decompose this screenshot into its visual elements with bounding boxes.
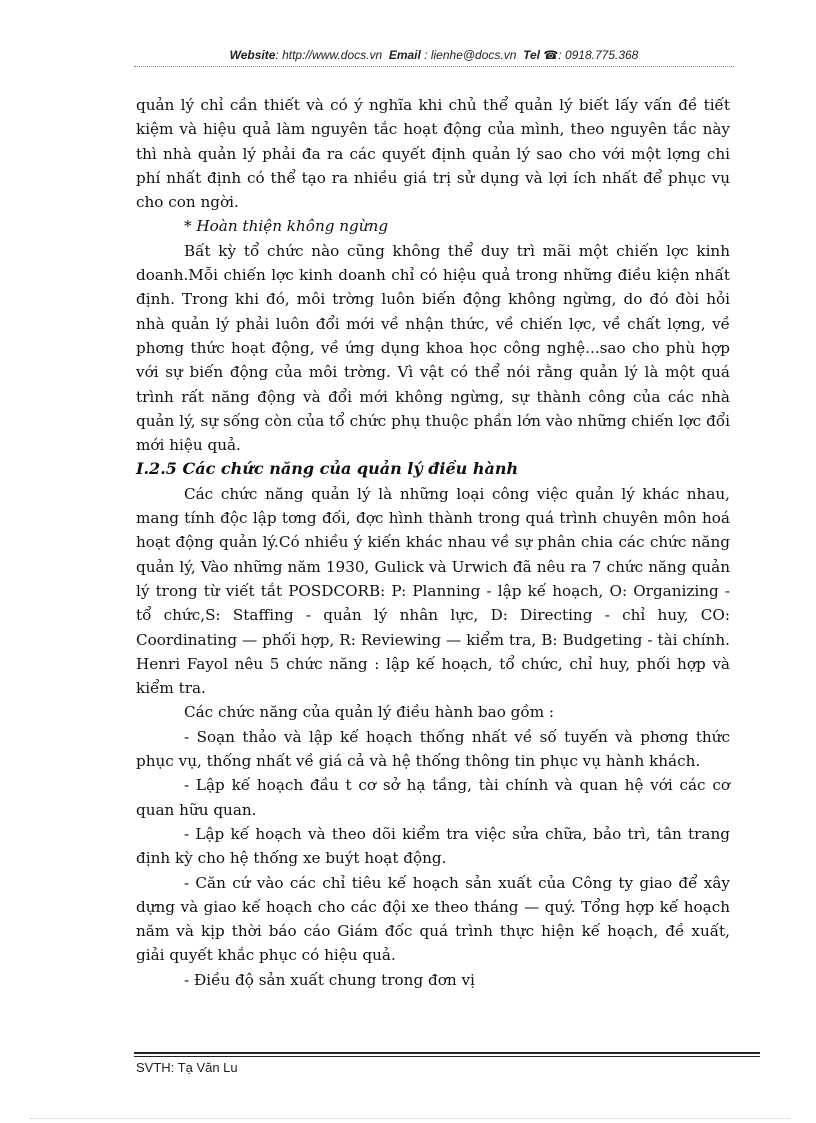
footer-divider-thick xyxy=(134,1052,760,1054)
list-item: - Căn cứ vào các chỉ tiêu kế hoạch sản xuất của Công ty giao để xây dựng và giao kế hoạch cho các đội xe theo tháng — quý. Tổng hợp kế hoạch năm và kịp thời báo cáo Giám đốc quá trình thực hiện kế hoạch, đề xuất, giải quyết khắc phục có hiệu quả. xyxy=(136,873,730,965)
list-item: - Lập kế hoạch và theo dõi kiểm tra việc sửa chữa, bảo trì, tân trang định kỳ cho hệ thống xe buýt hoạt động. xyxy=(136,824,730,868)
tel-value: ☎: 0918.775.368 xyxy=(543,48,639,62)
paragraph-functions: Các chức năng quản lý là những loại công việc quản lý khác nhau, mang tính độc lập tơng đối, đợc hình thành trong quá trình chuyên môn hoá hoạt động quản lý.Có nhiều ý kiến khác nhau về sự phân chia các chức năng quản lý, Vào những năm 1930, Gulick và Urwich đã nêu ra 7 chức năng quản lý trong từ viết tắt POSDCORB: P: Planning - lập kế hoạch, O: Organizing - tổ chức,S: Staffing - quản lý nhân lực, D: Directing - chỉ huy, CO: Coordinating — phối hợp, R: Reviewing — kiểm tra, B: Budgeting - tài chính. Henri Fayol nêu 5 chức năng : lập kế hoạch, tổ chức, chỉ huy, phối hợp và kiểm tra. xyxy=(136,484,730,698)
tel-label: Tel xyxy=(523,48,540,62)
page-bottom-border xyxy=(30,1118,790,1119)
website-value: : http://www.docs.vn xyxy=(275,48,383,62)
page-content xyxy=(136,93,730,992)
website-label: Website xyxy=(229,48,276,62)
page-footer: SVTH: Tạ Văn Lu xyxy=(136,1060,238,1075)
page-header xyxy=(134,46,734,68)
list-item: - Soạn thảo và lập kế hoạch thống nhất về số tuyến và phơng thức phục vụ, thống nhất về giá cả và hệ thống thông tin phục vụ hành khách. xyxy=(136,727,730,771)
paragraph-list-intro: Các chức năng của quản lý điều hành bao gồm : xyxy=(184,703,555,722)
paragraph-continuation: quản lý chỉ cần thiết và có ý nghĩa khi chủ thể quản lý biết lấy vấn đề tiết kiệm và hiệu quả làm nguyên tắc hoạt động của mình, theo nguyên tắc này thì nhà quản lý phải đa ra các quyết định quản lý sao cho với một lợng chi phí nhất định có thể tạo ra nhiều giá trị sử dụng và lợi ích nhất để phục vụ cho con ngời. xyxy=(136,96,730,212)
section-heading: I.2.5 Các chức năng của quản lý điều hành xyxy=(136,459,519,479)
email-value: : lienhe@docs.vn xyxy=(424,48,517,62)
footer-divider-thin xyxy=(134,1056,760,1057)
email-label: Email xyxy=(388,48,421,62)
list-item: - Lập kế hoạch đầu t cơ sở hạ tầng, tài chính và quan hệ với các cơ quan hữu quan. xyxy=(136,776,730,819)
header-divider xyxy=(134,66,734,67)
paragraph-strategy: Bất kỳ tổ chức nào cũng không thể duy trì mãi một chiến lợc kinh doanh.Mỗi chiến lợc kinh doanh chỉ có hiệu quả trong những điều kiện nhất định. Trong khi đó, môi trờng luôn biến động không ngừng, do đó đòi hỏi nhà quản lý phải luôn đổi mới về nhận thức, về chiến lợc, về chất lợng, về phơng thức hoạt động, về ứng dụng khoa học công nghệ...sao cho phù hợp với sự biến động của môi trờng. Vì vật có thể nói rằng quản lý là một quá trình rất năng động và đổi mới không ngừng, sự thành công của các nhà quản lý, sự sống còn của tổ chức phụ thuộc phần lớn vào những chiến lợc đổi mới hiệu quả. xyxy=(136,241,730,455)
list-item: - Điều độ sản xuất chung trong đơn vị xyxy=(184,970,475,989)
subheading-hoan-thien: * Hoàn thiện không ngừng xyxy=(184,217,389,236)
